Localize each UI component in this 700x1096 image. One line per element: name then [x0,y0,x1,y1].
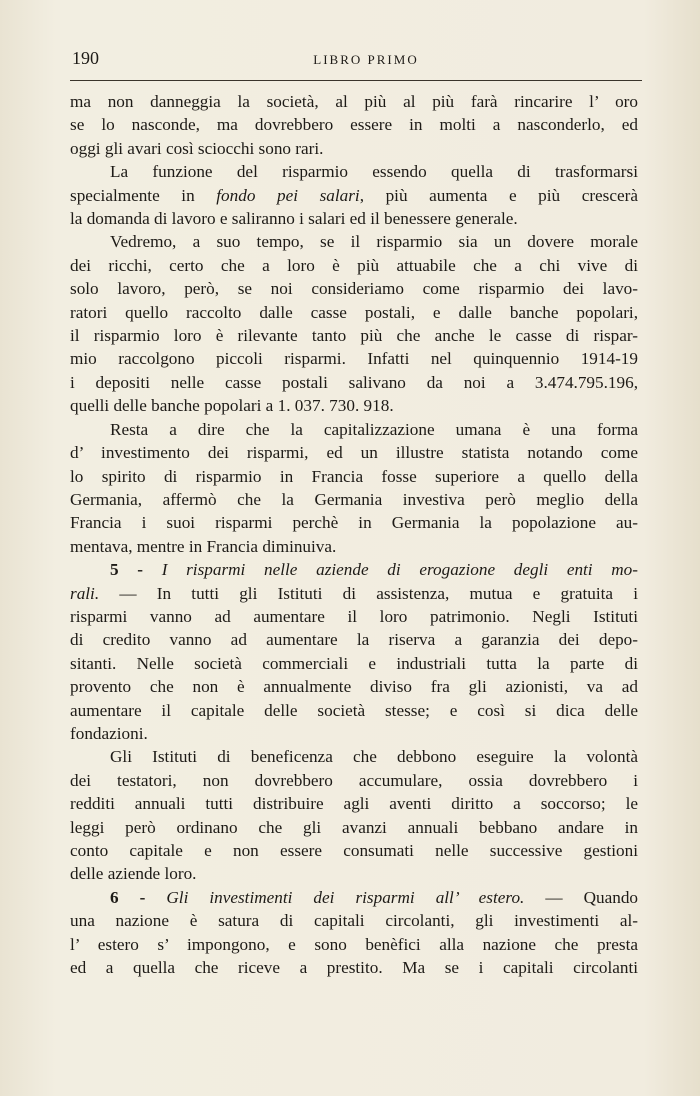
section-title: Gli investimenti dei risparmi all’ estero. [166,887,525,907]
text-line: solo lavoro, però, se noi consideriamo come risparmio dei lavo- [70,279,638,299]
text-line [70,582,638,605]
text-line: una nazione è satura di capitali circolanti, gli investimenti al- [70,911,638,931]
text-line: la domanda di lavoro e saliranno i salari ed il benessere generale. [70,209,518,229]
text-line: se lo nasconde, ma dovrebbero essere in molti a nasconderlo, ed [70,115,638,135]
text-line: aumentare il capitale delle società stesse; e così si dica delle [70,700,638,720]
text-line: l’ estero s’ impongono, e sono benèfici alla nazione che presta [70,934,638,954]
body-text [70,90,638,979]
section-number: 5 - [110,560,144,580]
page-header [70,44,642,76]
paragraph-1 [70,90,638,160]
text-line: i depositi nelle casse postali salivano da noi a 3.474.795.196, [70,372,638,392]
section-6-heading-line [70,886,638,909]
running-title: LIBRO PRIMO [313,52,419,67]
header-rule [70,80,642,81]
text-line: dei ricchi, certo che a loro è più attuabile che a chi vive di [70,255,638,275]
text-line: oggi gli avari così sciocchi sono rari. [70,138,324,158]
text-line: lo spirito di risparmio in Francia fosse superiore a quello della [70,466,638,486]
paragraph-2 [70,160,638,230]
section-5-heading-line [70,558,638,581]
paragraph-3 [70,230,638,417]
paragraph-4 [70,418,638,558]
text-line: di credito vanno ad aumentare la riserva a garanzia dei depo- [70,630,638,650]
text-line: mentava, mentre in Francia diminuiva. [70,536,337,556]
page-number: 190 [72,48,99,68]
text-line: Francia i suoi risparmi perchè in Germania la popolazione au- [70,513,638,533]
text-run: specialmente in [70,185,217,205]
text-line: Vedremo, a suo tempo, se il risparmio sia un dovere morale [110,232,638,252]
text-line: quelli delle banche popolari a 1. 037. 730. 918. [70,396,394,416]
text-line: Resta a dire che la capitalizzazione umana è una forma [110,419,638,439]
text-line: conto capitale e non essere consumati nelle successive gestioni [70,841,638,860]
text-line: Germania, affermò che la Germania investiva però meglio della [70,489,638,509]
text-line: il risparmio loro è rilevante tanto più che anche le casse di rispar- [70,326,638,346]
section-number: 6 - [110,887,146,907]
italic-phrase: fondo pei salari [216,185,360,205]
section-6-paragraph [70,886,638,980]
paragraph-6 [70,745,638,885]
text-line-with-italic [70,184,638,207]
text-line: delle aziende loro. [70,864,197,884]
text-line: ratori quello raccolto dalle casse postali, e dalle banche popolari, [70,302,638,322]
text-run: — In tutti gli Istituti di assistenza, mutua e gratuita i [119,583,638,603]
text-line: mio raccolgono piccoli risparmi. Infatti nel quinquennio 1914-19 [70,349,638,369]
section-title: I risparmi nelle aziende di erogazione degli enti mo- [161,560,639,580]
section-title-continued: rali. [70,583,100,603]
text-line: ed a quella che riceve a prestito. Ma se i capitali circolanti [70,958,638,978]
text-run: — Quando [545,887,639,907]
text-line: leggi però ordinano che gli avanzi annuali bebbano andare in [70,817,638,837]
text-line: ma non danneggia la società, al più al più farà rincarire l’ oro [70,92,638,111]
text-line: Gli Istituti di beneficenza che debbono eseguire la volontà [110,747,638,767]
text-line: redditi annuali tutti distribuire agli aventi diritto a soccorso; le [70,794,638,814]
text-line: dei testatori, non dovrebbero accumulare, ossia dovrebbero i [70,770,638,790]
text-run: , più aumenta e più crescerà [359,185,638,205]
text-line: provento che non è annualmente diviso fra gli azionisti, va ad [70,677,638,697]
text-line: sitanti. Nelle società commerciali e industriali tutta la parte di [70,653,638,673]
text-line: d’ investimento dei risparmi, ed un illustre statista notando come [70,443,638,463]
section-5-paragraph [70,558,638,745]
text-line: risparmi vanno ad aumentare il loro patrimonio. Negli Istituti [70,606,638,626]
text-line: fondazioni. [70,723,148,743]
text-line: La funzione del risparmio essendo quella di trasformarsi [110,162,638,182]
